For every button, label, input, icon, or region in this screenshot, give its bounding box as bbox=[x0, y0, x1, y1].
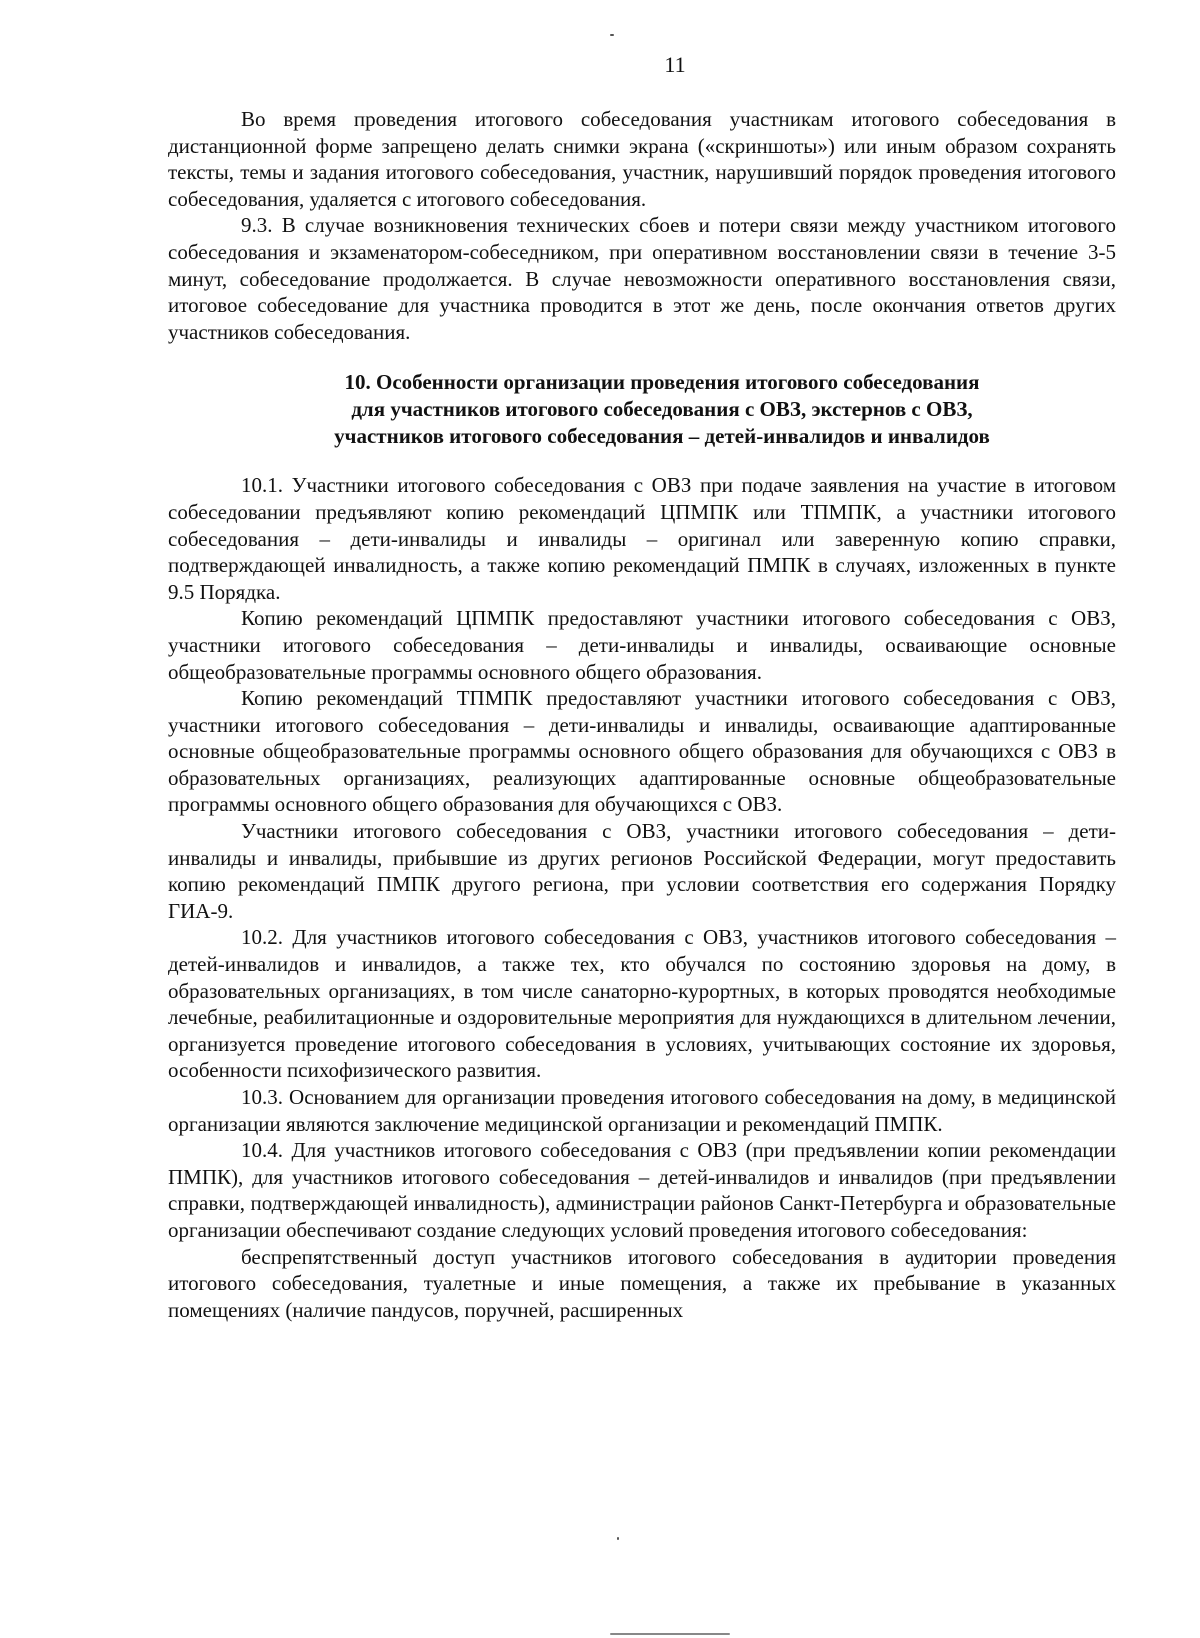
section-heading-line: для участников итогового собеседования с ОВЗ, экстернов с ОВЗ, bbox=[351, 397, 973, 422]
paragraph: Во время проведения итогового собеседования участникам итогового собеседования в дистанционной форме запрещено делать снимки экрана («скриншоты») или иным образом сохранять тексты, темы и задания итогового собеседования, участник, нарушивший порядок проведения итогового собеседования, удаляется с итогового собеседования. bbox=[168, 107, 1116, 211]
paragraph: Участники итогового собеседования с ОВЗ, участники итогового собеседования – дети-инвалиды и инвалиды, прибывшие из других регионов Российской Федерации, могут предоставить копию рекомендаций ПМПК другого региона, при условии соответствия его содержания Порядку ГИА-9. bbox=[168, 819, 1116, 923]
paragraph: Копию рекомендаций ТПМПК предоставляют участники итогового собеседования с ОВЗ, участники итогового собеседования – дети-инвалиды и инвалиды, осваивающие адаптированные основные общеобразовательные программы основного общего образования для обучающихся с ОВЗ в образовательных организациях, реализующих адаптированные основные общеобразовательные программы основного общего образования для обучающихся с ОВЗ. bbox=[168, 686, 1116, 817]
section-heading-line: участников итогового собеседования – детей-инвалидов и инвалидов bbox=[334, 424, 990, 449]
scan-speck bbox=[617, 1537, 619, 1540]
document-body bbox=[168, 106, 1116, 1323]
paragraph: Копию рекомендаций ЦПМПК предоставляют участники итогового собеседования с ОВЗ, участники итогового собеседования – дети-инвалиды и инвалиды, осваивающие основные общеобразовательные программы основного общего образования. bbox=[168, 606, 1116, 684]
paragraph: 10.1. Участники итогового собеседования с ОВЗ при подаче заявления на участие в итоговом собеседовании предъявляют копию рекомендаций ЦПМПК или ТПМПК, а участники итогового собеседования – дети-инвалиды и инвалиды – оригинал или заверенную копию справки, подтверждающей инвалидность, а также копию рекомендаций ПМПК в случаях, изложенных в пункте 9.5 Порядка. bbox=[168, 473, 1116, 604]
page-number: 11 bbox=[664, 52, 686, 77]
section-heading bbox=[168, 369, 1116, 450]
scan-speck bbox=[610, 34, 614, 36]
paragraph: 10.2. Для участников итогового собеседования с ОВЗ, участников итогового собеседования – детей-инвалидов и инвалидов, а также тех, кто обучался по состоянию здоровья на дому, в образовательных организациях, в том числе санаторно-курортных, в которых проводятся необходимые лечебные, реабилитационные и оздоровительные мероприятия для нуждающихся в длительном лечении, организуется проведение итогового собеседования в условиях, учитывающих состояние их здоровья, особенности психофизического развития. bbox=[168, 925, 1116, 1083]
paragraph: 9.3. В случае возникновения технических сбоев и потери связи между участником итогового собеседования и экзаменатором-собеседником, при оперативном восстановлении связи в течение 3-5 минут, собеседование продолжается. В случае невозможности оперативного восстановления связи, итоговое собеседование для участника проводится в этот же день, после окончания ответов других участников собеседования. bbox=[168, 213, 1116, 344]
paragraph: 10.3. Основанием для организации проведения итогового собеседования на дому, в медицинской организации являются заключение медицинской организации и рекомендаций ПМПК. bbox=[168, 1085, 1116, 1136]
scan-speck bbox=[610, 1633, 730, 1635]
paragraph: 10.4. Для участников итогового собеседования с ОВЗ (при предъявлении копии рекомендации ПМПК), для участников итогового собеседования – детей-инвалидов и инвалидов (при предъявлении справки, подтверждающей инвалидность), администрации районов Санкт-Петербурга и образовательные организации обеспечивают создание следующих условий проведения итогового собеседования: bbox=[168, 1138, 1116, 1242]
paragraph: беспрепятственный доступ участников итогового собеседования в аудитории проведения итогового собеседования, туалетные и иные помещения, а также их пребывание в указанных помещениях (наличие пандусов, поручней, расширенных bbox=[168, 1244, 1116, 1322]
section-heading-line: 10. Особенности организации проведения итогового собеседования bbox=[344, 370, 980, 395]
